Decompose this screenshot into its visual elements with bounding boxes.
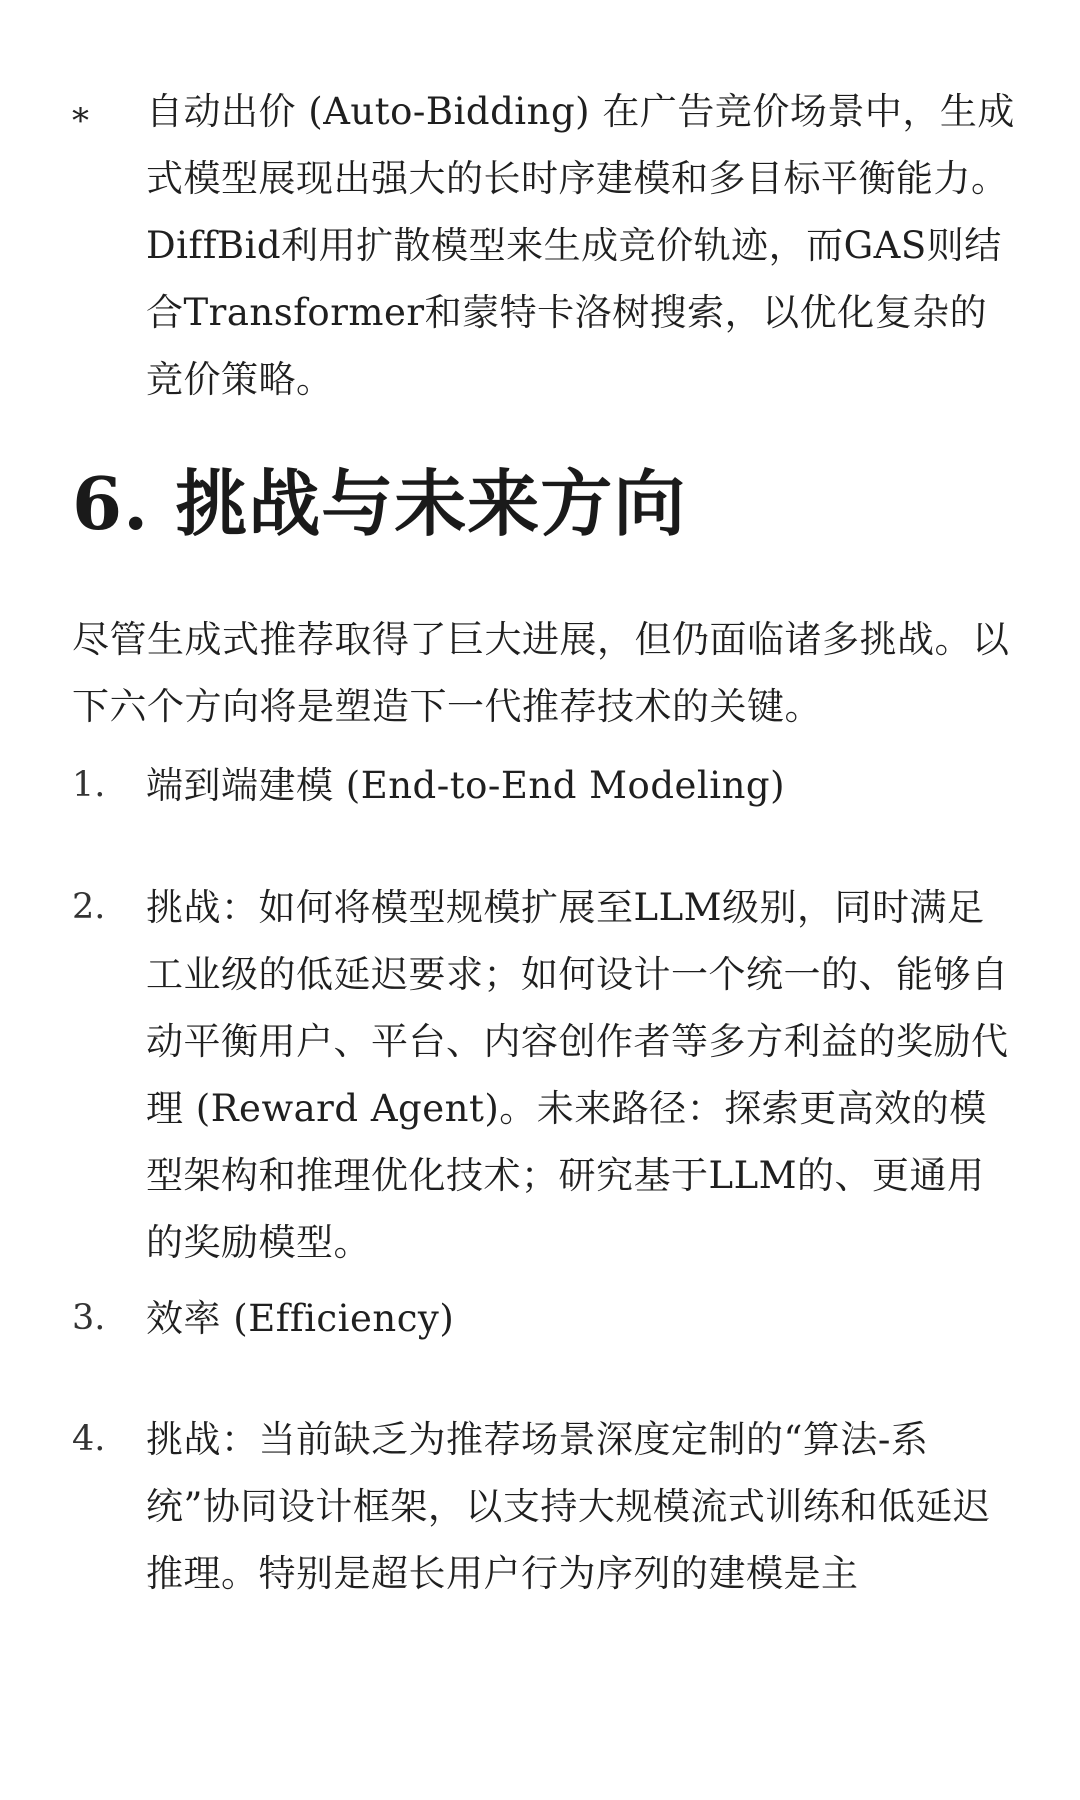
bullet-text: 自动出价 (Auto-Bidding) 在广告竞价场景中，生成式模型展现出强大的长时序建模和多目标平衡能力。DiffBid利用扩散模型来生成竞价轨迹，而GAS则结合Transformer和蒙特卡洛树搜索，以优化复杂的竞价策略。 — [146, 90, 1015, 401]
section-heading: 6. 挑战与未来方向 — [72, 461, 687, 546]
section-intro-paragraph: 尽管生成式推荐取得了巨大进展，但仍面临诸多挑战。以下六个方向将是塑造下一代推荐技术的关键。 — [72, 618, 1010, 728]
list-number: 2. — [72, 887, 106, 927]
list-item-text: 端到端建模 (End-to-End Modeling) — [146, 764, 786, 807]
list-number: 3. — [72, 1298, 106, 1338]
list-item-text: 挑战：如何将模型规模扩展至LLM级别，同时满足工业级的低延迟要求；如何设计一个统一的、能够自动平衡用户、平台、内容创作者等多方利益的奖励代理 (Reward Agent)。未来路径：探索更高效的模型架构和推理优化技术；研究基于LLM的、更通用的奖励模型。 — [146, 886, 1009, 1264]
bullet-marker: * — [72, 101, 89, 141]
list-item-text: 挑战：当前缺乏为推荐场景深度定制的“算法-系统”协同设计框架，以支持大规模流式训练和低延迟推理。特别是超长用户行为序列的建模是主 — [146, 1418, 991, 1595]
list-number: 1. — [72, 765, 106, 805]
list-item-text: 效率 (Efficiency) — [146, 1297, 455, 1340]
list-number: 4. — [72, 1419, 106, 1459]
